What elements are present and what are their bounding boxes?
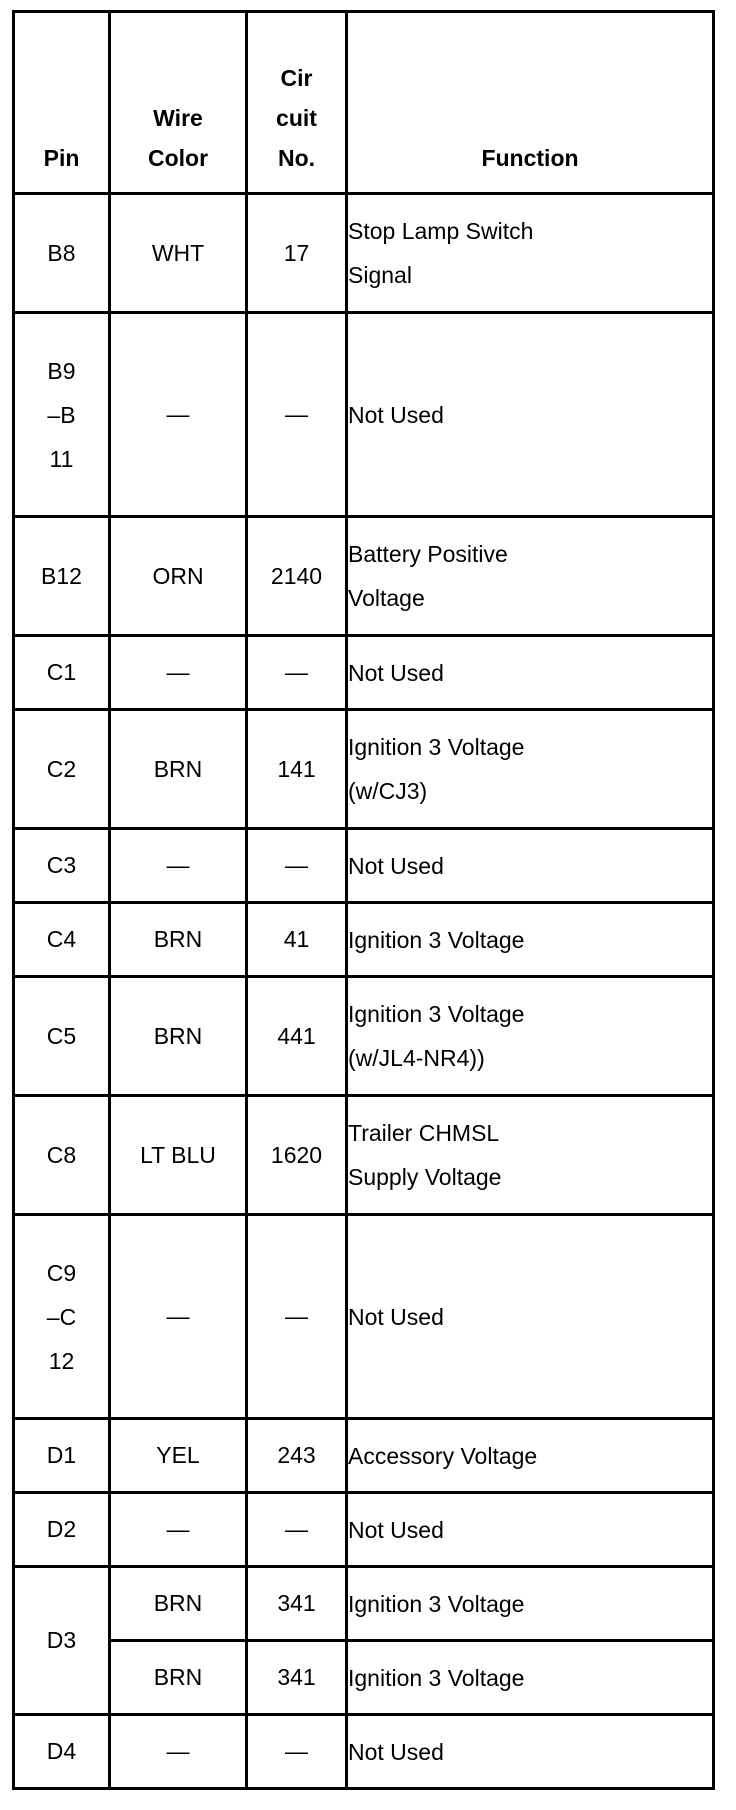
wire-color-cell: — [110,313,247,517]
function-cell: Not Used [347,1715,714,1789]
pin-cell: D1 [14,1419,110,1493]
wire-color-cell: — [110,1215,247,1419]
function-cell: Ignition 3 Voltage [347,1641,714,1715]
header-circuit-no: Cir cuit No. [247,12,347,194]
wire-color-cell: LT BLU [110,1096,247,1215]
circuit-cell: — [247,829,347,903]
circuit-cell: — [247,1215,347,1419]
pin-cell: B12 [14,517,110,636]
function-cell: Trailer CHMSL Supply Voltage [347,1096,714,1215]
table-row [14,194,714,313]
wire-color-cell: — [110,636,247,710]
function-cell: Ignition 3 Voltage [347,903,714,977]
table-row [14,1096,714,1215]
function-cell: Ignition 3 Voltage (w/CJ3) [347,710,714,829]
function-cell: Not Used [347,636,714,710]
circuit-cell: 41 [247,903,347,977]
table-row [14,1715,714,1789]
wire-color-cell: BRN [110,1641,247,1715]
circuit-cell: 243 [247,1419,347,1493]
table-row [14,1567,714,1641]
circuit-cell: — [247,1493,347,1567]
pin-cell: B8 [14,194,110,313]
table-row [14,710,714,829]
circuit-cell: 441 [247,977,347,1096]
connector-pinout-table [12,10,715,1790]
pin-cell: C1 [14,636,110,710]
header-row [14,12,714,194]
table-row [14,313,714,517]
pin-cell: C4 [14,903,110,977]
circuit-cell: 341 [247,1641,347,1715]
pin-cell: C5 [14,977,110,1096]
header-wire-color: Wire Color [110,12,247,194]
table-row [14,636,714,710]
function-cell: Ignition 3 Voltage [347,1567,714,1641]
header-pin: Pin [14,12,110,194]
table-row [14,1419,714,1493]
pin-cell: D3 [14,1567,110,1715]
table-row [14,903,714,977]
circuit-cell: — [247,636,347,710]
wire-color-cell: BRN [110,903,247,977]
function-cell: Battery Positive Voltage [347,517,714,636]
pin-cell: C2 [14,710,110,829]
circuit-cell: 17 [247,194,347,313]
table-row [14,1493,714,1567]
table-row [14,517,714,636]
function-cell: Not Used [347,829,714,903]
circuit-cell: 1620 [247,1096,347,1215]
function-cell: Not Used [347,1493,714,1567]
pin-cell: C8 [14,1096,110,1215]
circuit-cell: 2140 [247,517,347,636]
pin-cell: B9 –B 11 [14,313,110,517]
table-row [14,977,714,1096]
circuit-cell: 341 [247,1567,347,1641]
function-cell: Accessory Voltage [347,1419,714,1493]
wire-color-cell: — [110,1715,247,1789]
wire-color-cell: BRN [110,1567,247,1641]
wire-color-cell: ORN [110,517,247,636]
wire-color-cell: — [110,829,247,903]
circuit-cell: — [247,1715,347,1789]
function-cell: Stop Lamp Switch Signal [347,194,714,313]
circuit-cell: 141 [247,710,347,829]
wire-color-cell: YEL [110,1419,247,1493]
header-function: Function [347,12,714,194]
pin-cell: D4 [14,1715,110,1789]
pin-cell: C3 [14,829,110,903]
wire-color-cell: — [110,1493,247,1567]
pin-cell: C9 –C 12 [14,1215,110,1419]
wire-color-cell: BRN [110,977,247,1096]
table-row [14,1215,714,1419]
pin-cell: D2 [14,1493,110,1567]
wire-color-cell: WHT [110,194,247,313]
function-cell: Not Used [347,1215,714,1419]
table-row [14,1641,714,1715]
function-cell: Ignition 3 Voltage (w/JL4-NR4)) [347,977,714,1096]
function-cell: Not Used [347,313,714,517]
wire-color-cell: BRN [110,710,247,829]
table-row [14,829,714,903]
circuit-cell: — [247,313,347,517]
